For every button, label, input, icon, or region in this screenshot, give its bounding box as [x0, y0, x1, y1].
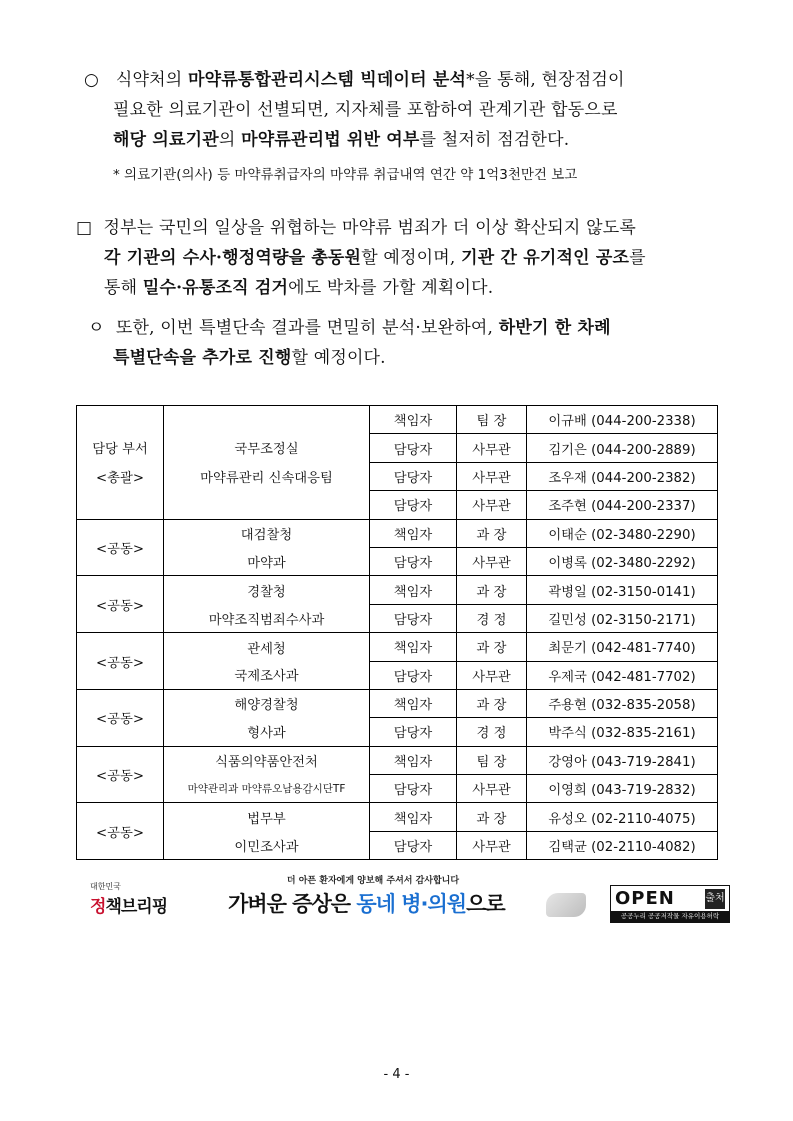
contact-cell: 곽병일 (02-3150-0141): [527, 576, 718, 604]
bold-text: 기관 간 유기적인 공조: [461, 248, 630, 268]
role-sublabel: <총괄>: [96, 471, 144, 487]
contact-cell: 박주식 (032-835-2161): [527, 718, 718, 746]
campaign-banner: [228, 873, 598, 925]
title-cell: 과 장: [457, 803, 527, 831]
contact-cell: 조주현 (044-200-2337): [527, 491, 718, 519]
dept-name: 국무조정실: [234, 442, 299, 458]
banner-text: 으로: [466, 892, 505, 916]
contact-cell: 길민성 (02-3150-2171): [527, 604, 718, 632]
license-bar: 공공누리 공공저작물 자유이용허락: [611, 911, 729, 922]
text: 를: [629, 248, 646, 268]
open-word: OPEN: [615, 888, 675, 909]
role-cell: 담당자: [370, 661, 457, 689]
role-cell: 담당자: [370, 718, 457, 746]
role-cell: 담당자: [370, 775, 457, 803]
table-row: [77, 718, 718, 746]
dept-subname: 형사과: [164, 718, 370, 746]
bold-text: 특별단속을 추가로 진행: [113, 348, 292, 368]
policy-briefing-logo: [90, 881, 182, 917]
dept-subname: 마약과: [164, 547, 370, 575]
table-row: [77, 803, 718, 831]
joint-label-cell: <공동>: [77, 633, 164, 690]
text: 통해: [104, 278, 143, 298]
title-cell: 사무관: [457, 462, 527, 490]
title-cell: 과 장: [457, 633, 527, 661]
table-row: [77, 633, 718, 661]
paragraph-1: [0, 65, 625, 155]
role-cell: 책임자: [370, 803, 457, 831]
contacts-table: [76, 405, 718, 860]
contact-cell: 강영아 (043-719-2841): [527, 746, 718, 774]
contact-cell: 조우재 (044-200-2382): [527, 462, 718, 490]
bold-text: 하반기 한 차례: [498, 318, 611, 338]
footnote: * 의료기관(의사) 등 마약류취급자의 마약류 취급내역 연간 약 1억3천만건 보고: [113, 167, 578, 183]
role-cell: 책임자: [370, 689, 457, 717]
attribution-badge-icon: 출처: [705, 889, 725, 909]
contact-cell: 최문기 (042-481-7740): [527, 633, 718, 661]
dept-subname: 마약관리과 마약류오남용감시단TF: [164, 775, 370, 803]
dept-subname: 마약조직범죄수사과: [164, 604, 370, 632]
text: 할 예정이며,: [361, 248, 462, 268]
text: 또한, 이번 특별단속 결과를 면밀히 분석·보완하여,: [115, 318, 499, 338]
page-number: - 4 -: [383, 1067, 410, 1082]
bullet-square: □: [76, 218, 93, 238]
table-row: [77, 775, 718, 803]
table-row: [77, 547, 718, 575]
text: 정부는 국민의 일상을 위협하는 마약류 범죄가 더 이상 확산되지 않도록: [103, 218, 636, 238]
dept-subname: 마약류관리 신속대응팀: [200, 471, 333, 487]
table-row: [77, 831, 718, 859]
table-row: [77, 746, 718, 774]
joint-label-cell: <공동>: [77, 803, 164, 860]
logo-top-text: 대한민국: [90, 882, 121, 891]
joint-label-cell: <공동>: [77, 746, 164, 803]
text: 에도 박차를 가할 계획이다.: [288, 278, 494, 298]
table-row: [77, 576, 718, 604]
logo-main-text: 책브리핑: [105, 897, 168, 917]
text-line: 필요한 의료기관이 선별되면, 지자체를 포함하여 관계기관 합동으로: [113, 100, 618, 120]
title-cell: 팀 장: [457, 406, 527, 434]
paragraph-2: [0, 213, 646, 303]
dept-name: 관세청: [164, 633, 370, 661]
hands-illustration-icon: [546, 893, 586, 917]
joint-label-cell: <공동>: [77, 519, 164, 576]
title-cell: 팀 장: [457, 746, 527, 774]
logo-red-text: 정: [90, 897, 106, 917]
title-cell: 사무관: [457, 661, 527, 689]
title-cell: 사무관: [457, 775, 527, 803]
dept-name: 식품의약품안전처: [164, 746, 370, 774]
title-cell: 과 장: [457, 519, 527, 547]
contact-cell: 이영희 (043-719-2832): [527, 775, 718, 803]
table-row: [77, 406, 718, 434]
role-cell: 담당자: [370, 604, 457, 632]
dept-role-cell: [77, 406, 164, 520]
joint-label-cell: <공동>: [77, 689, 164, 746]
banner-text: 가벼운 증상은: [228, 892, 357, 916]
role-cell: 책임자: [370, 576, 457, 604]
table-row: [77, 519, 718, 547]
role-cell: 책임자: [370, 406, 457, 434]
dept-name: 경찰청: [164, 576, 370, 604]
kogl-open-license-logo: [610, 885, 730, 923]
contact-cell: 이병록 (02-3480-2292): [527, 547, 718, 575]
paragraph-3: [0, 313, 611, 373]
bold-text: 밀수·유통조직 검거: [142, 278, 289, 298]
banner-highlight: 동네 병·의원: [356, 892, 467, 916]
role-cell: 담당자: [370, 462, 457, 490]
banner-subtitle: 더 아픈 환자에게 양보해 주셔서 감사합니다: [286, 876, 460, 886]
title-cell: 사무관: [457, 831, 527, 859]
contact-cell: 유성오 (02-2110-4075): [527, 803, 718, 831]
role-cell: 책임자: [370, 633, 457, 661]
role-cell: 책임자: [370, 746, 457, 774]
role-cell: 책임자: [370, 519, 457, 547]
contact-cell: 이태순 (02-3480-2290): [527, 519, 718, 547]
dept-name: 해양경찰청: [164, 689, 370, 717]
title-cell: 사무관: [457, 547, 527, 575]
role-cell: 담당자: [370, 547, 457, 575]
text: 식약처의: [115, 70, 188, 90]
bold-text: 각 기관의 수사·행정역량을 총동원: [104, 248, 362, 268]
joint-label-cell: <공동>: [77, 576, 164, 633]
contact-cell: 우제국 (042-481-7702): [527, 661, 718, 689]
dept-subname: 이민조사과: [164, 831, 370, 859]
text: 할 예정이다.: [291, 348, 386, 368]
contact-cell: 김택균 (02-2110-4082): [527, 831, 718, 859]
dept-name-cell: [164, 406, 370, 520]
bold-text: 해당 의료기관: [113, 130, 219, 150]
role-cell: 담당자: [370, 831, 457, 859]
title-cell: 경 정: [457, 604, 527, 632]
text: 의: [218, 130, 242, 150]
role-cell: 담당자: [370, 491, 457, 519]
dept-name: 대검찰청: [164, 519, 370, 547]
contact-cell: 주용현 (032-835-2058): [527, 689, 718, 717]
title-cell: 사무관: [457, 491, 527, 519]
bullet-circle: ㅇ: [88, 318, 105, 338]
dept-name: 법무부: [164, 803, 370, 831]
text: *을 통해, 현장점검이: [466, 70, 625, 90]
contact-cell: 김기은 (044-200-2889): [527, 434, 718, 462]
footer-banner: [90, 873, 730, 933]
title-cell: 경 정: [457, 718, 527, 746]
contact-cell: 이규배 (044-200-2338): [527, 406, 718, 434]
role-label: 담당 부서: [92, 442, 148, 458]
table-row: [77, 689, 718, 717]
role-cell: 담당자: [370, 434, 457, 462]
bold-text: 마약류통합관리시스템 빅데이터 분석: [187, 70, 467, 90]
table-row: [77, 604, 718, 632]
title-cell: 과 장: [457, 576, 527, 604]
text: 를 철저히 점검한다.: [419, 130, 570, 150]
dept-subname: 국제조사과: [164, 661, 370, 689]
bold-text: 마약류관리법 위반 여부: [241, 130, 420, 150]
title-cell: 과 장: [457, 689, 527, 717]
table-row: [77, 661, 718, 689]
bullet-circle: ○: [84, 70, 100, 90]
title-cell: 사무관: [457, 434, 527, 462]
